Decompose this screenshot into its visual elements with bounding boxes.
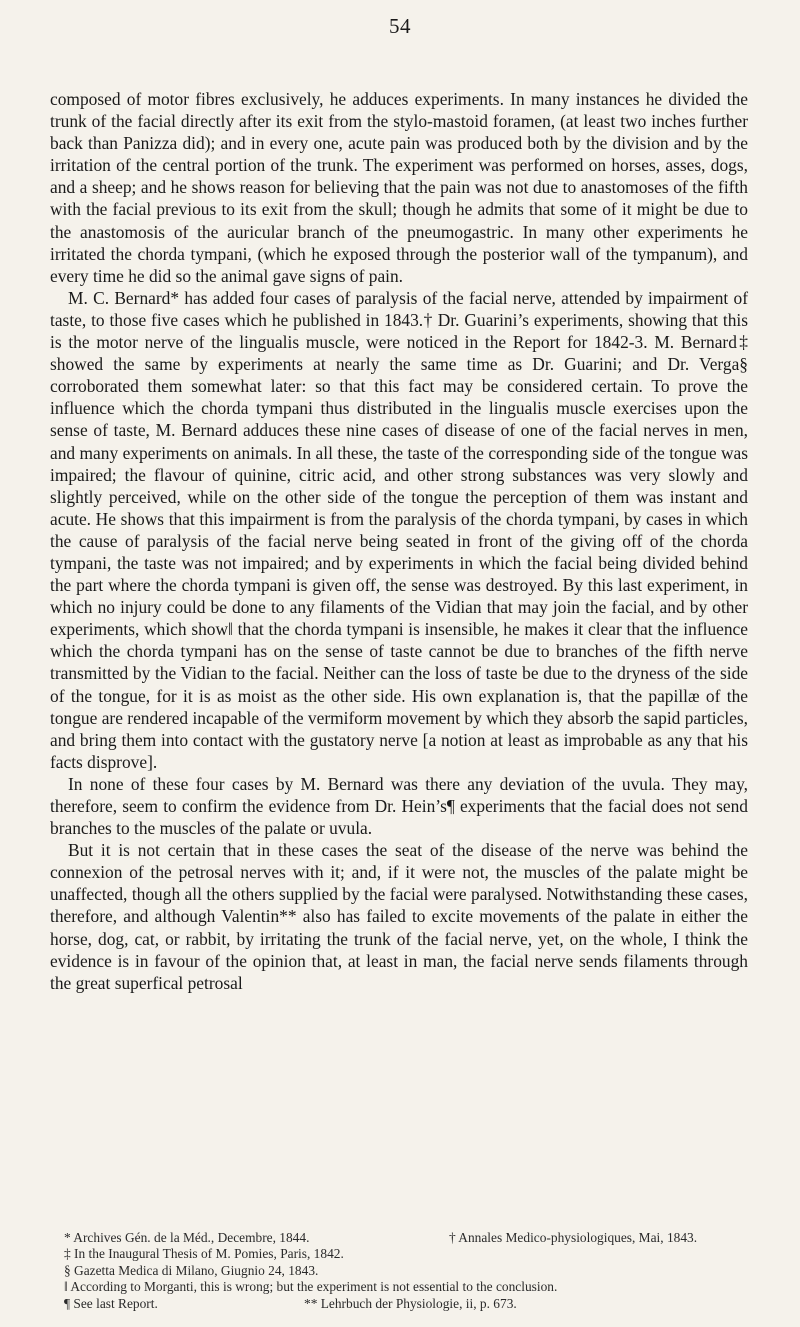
footnote: ** Lehrbuch der Physiologie, ii, p. 673. xyxy=(304,1295,517,1311)
main-text xyxy=(50,88,748,994)
paragraph-petrosal: But it is not certain that in these cases the seat of the disease of the nerve was behind the connexion of the petrosal nerves with it; and, if it were not, the muscles of the palate might be unaffected, though all the others supplied by the facial were paralysed. Notwithstanding these cases, therefore, and although Valentin** also has failed to excite movements of the palate in either the horse, dog, cat, or rabbit, by irritating the trunk of the facial nerve, yet, on the whole, I think the evidence is in favour of the opinion that, at least in man, the facial nerve sends filaments through the great superfical petrosal xyxy=(50,840,748,993)
page-number: 54 xyxy=(389,14,411,38)
footnote: ‡ In the Inaugural Thesis of M. Pomies, Paris, 1842. xyxy=(64,1246,344,1262)
paragraph-continuation: composed of motor fibres exclusively, he adduces experiments. In many instances he divided the trunk of the facial directly after its exit from the stylo-mastoid foramen, (at least two inches further back than Panizza did); and in every one, acute pain was produced both by the division and by the irritation of the central portion of the trunk. The experiment was performed on horses, asses, dogs, and a sheep; and he shows reason for believing that the pain was not due to anastomoses of the fifth with the facial previous to its exit from the skull; though he admits that some of it might be due to the anastomosis of the auricular branch of the pneumogastric. In many other experiments he irritated the chorda tympani, (which he exposed through the posterior wall of the tympanum), and every time he did so the animal gave signs of pain. xyxy=(50,89,748,286)
paragraph-uvula: In none of these four cases by M. Bernard was there any deviation of the uvula. They may, therefore, seem to confirm the evidence from Dr. Hein’s¶ experiments that the facial does not send branches to the muscles of the palate or uvula. xyxy=(50,773,748,839)
footnotes xyxy=(64,1230,754,1312)
paragraph-bernard: M. C. Bernard* has added four cases of paralysis of the facial nerve, attended by impairment of taste, to those five cases which he published in 1843.† Dr. Guarini’s experiments, showing that this is the motor nerve of the lingualis muscle, were noticed in the Report for 1842-3. M. Bernard‡ showed the same by experiments at nearly the same time as Dr. Guarini; and Dr. Verga§ corroborated them somewhat later: so that this fact may be considered certain. To prove the influence which the chorda tympani thus distributed in the lingualis muscle exercises upon the sense of taste, M. Bernard adduces these nine cases of disease of one of the facial nerves in men, and many experiments on animals. In all these, the taste of the corresponding side of the tongue was impaired; the flavour of quinine, citric acid, and other strong substances was very slowly and slightly perceived, while on the other side of the tongue the perception of them was instant and acute. He shows that this impairment is from the paralysis of the chorda tympani, by cases in which the cause of paralysis of the facial nerve being seated in front of the giving off of the chorda tympani, the taste was not impaired; and by experiments in which the facial being divided behind the part where the chorda tympani is given off, the sense was destroyed. By this last experiment, in which no injury could be done to any filaments of the Vidian that may join the facial, and by other experiments, which show‖ that the chorda tympani is insensible, he makes it clear that the influence which the chorda tympani has on the sense of taste cannot be due to branches of the fifth nerve transmitted by the Vidian to the facial. Neither can the loss of taste be due to the dryness of the side of the tongue, for it is as moist as the other side. His own explanation is, that the papillæ of the tongue are rendered incapable of the vermiform movement by which they absorb the sapid particles, and bring them into contact with the gustatory nerve [a notion at least as improbable as any that his facts disprove]. xyxy=(50,287,748,772)
footnote: ¶ See last Report. xyxy=(64,1295,158,1311)
footnote: † Annales Medico-physiologiques, Mai, 1843. xyxy=(449,1230,698,1245)
footnote-row xyxy=(64,1296,754,1312)
footnote-row xyxy=(64,1230,754,1246)
footnote: ‖ According to Morganti, this is wrong; but the experiment is not essential to the conclusion. xyxy=(64,1279,558,1295)
footnote: § Gazetta Medica di Milano, Giugnio 24, 1843. xyxy=(64,1262,319,1278)
footnote: * Archives Gén. de la Méd., Decembre, 1844. xyxy=(64,1230,310,1245)
